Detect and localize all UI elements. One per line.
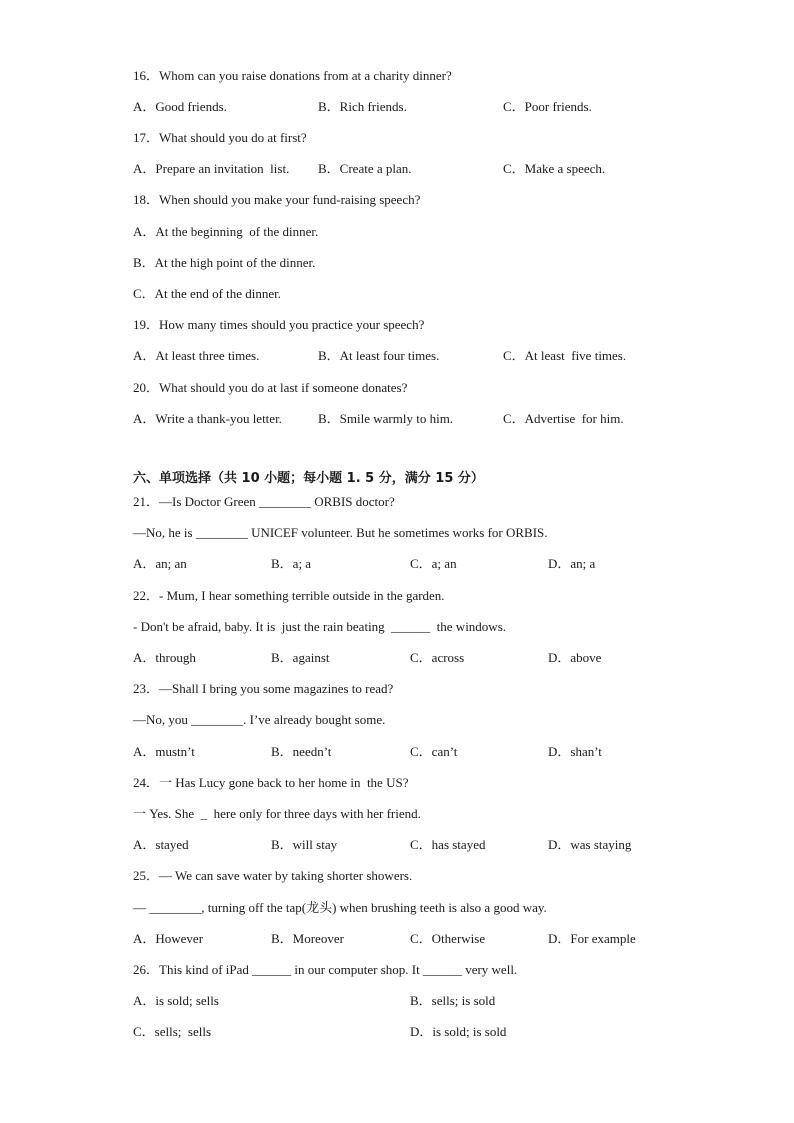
question-26-option-d[interactable]: D．is sold; is sold xyxy=(410,1024,507,1039)
question-20-option-b[interactable]: B．Smile warmly to him. xyxy=(318,411,454,426)
question-18-stem: 18．When should you make your fund-raising speech? xyxy=(133,192,421,207)
question-19-option-c[interactable]: C．At least five times. xyxy=(503,348,627,363)
question-20-option-c[interactable]: C．Advertise for him. xyxy=(503,411,624,426)
question-18-option-c[interactable]: C．At the end of the dinner. xyxy=(133,286,282,301)
question-21-stem-reply: —No, he is ________ UNICEF volunteer. But he sometimes works for ORBIS. xyxy=(133,525,548,540)
question-22-stem-reply: - Don't be afraid, baby. It is just the rain beating ______ the windows. xyxy=(133,619,507,634)
question-17-option-b[interactable]: B．Create a plan. xyxy=(318,161,412,176)
question-22-option-d[interactable]: D．above xyxy=(548,650,602,665)
question-25-option-c[interactable]: C．Otherwise xyxy=(410,931,486,946)
question-24-stem-reply: 一 Yes. She _ here only for three days with her friend. xyxy=(133,806,421,821)
question-17-option-a[interactable]: A．Prepare an invitation list. xyxy=(133,161,290,176)
question-23-stem-reply: —No, you ________. I’ve already bought some. xyxy=(133,712,386,727)
question-21-option-a[interactable]: A．an; an xyxy=(133,556,187,571)
question-21-stem: 21．—Is Doctor Green ________ ORBIS doctor? xyxy=(133,494,395,509)
question-21-option-d[interactable]: D．an; a xyxy=(548,556,596,571)
question-19-option-b[interactable]: B．At least four times. xyxy=(318,348,440,363)
question-25-stem-reply: — ________, turning off the tap(龙头) when brushing teeth is also a good way. xyxy=(133,900,547,915)
section-heading: 六、单项选择（共 10 小题；每小题 1. 5 分，满分 15 分） xyxy=(133,471,484,486)
question-20-option-a[interactable]: A．Write a thank-you letter. xyxy=(133,411,282,426)
question-18-option-a[interactable]: A．At the beginning of the dinner. xyxy=(133,224,319,239)
question-23-stem: 23．—Shall I bring you some magazines to read? xyxy=(133,681,394,696)
question-23-option-a[interactable]: A．mustn’t xyxy=(133,744,195,759)
question-24-stem: 24．一 Has Lucy gone back to her home in the US? xyxy=(133,775,409,790)
question-19-option-a[interactable]: A．At least three times. xyxy=(133,348,260,363)
question-22-option-b[interactable]: B．against xyxy=(271,650,330,665)
question-25-option-d[interactable]: D．For example xyxy=(548,931,636,946)
question-23-option-b[interactable]: B．needn’t xyxy=(271,744,332,759)
question-22-stem: 22．- Mum, I hear something terrible outside in the garden. xyxy=(133,588,445,603)
question-26-option-a[interactable]: A．is sold; sells xyxy=(133,993,219,1008)
question-22-option-a[interactable]: A．through xyxy=(133,650,196,665)
question-17-stem: 17．What should you do at first? xyxy=(133,130,307,145)
question-17-option-c[interactable]: C．Make a speech. xyxy=(503,161,606,176)
question-20-stem: 20．What should you do at last if someone donates? xyxy=(133,380,408,395)
question-16-option-b[interactable]: B．Rich friends. xyxy=(318,99,407,114)
question-19-stem: 19．How many times should you practice your speech? xyxy=(133,317,425,332)
question-23-option-d[interactable]: D．shan’t xyxy=(548,744,602,759)
question-21-option-c[interactable]: C．a; an xyxy=(410,556,457,571)
question-26-stem: 26．This kind of iPad ______ in our computer shop. It ______ very well. xyxy=(133,962,518,977)
question-18-option-b[interactable]: B．At the high point of the dinner. xyxy=(133,255,316,270)
question-22-option-c[interactable]: C．across xyxy=(410,650,465,665)
question-16-stem: 16．Whom can you raise donations from at a charity dinner? xyxy=(133,68,452,83)
question-25-stem: 25．— We can save water by taking shorter showers. xyxy=(133,868,413,883)
question-25-option-a[interactable]: A．However xyxy=(133,931,204,946)
question-24-option-b[interactable]: B．will stay xyxy=(271,837,338,852)
question-21-option-b[interactable]: B．a; a xyxy=(271,556,312,571)
question-24-option-a[interactable]: A．stayed xyxy=(133,837,189,852)
question-16-option-a[interactable]: A．Good friends. xyxy=(133,99,227,114)
question-24-option-c[interactable]: C．has stayed xyxy=(410,837,486,852)
question-24-option-d[interactable]: D．was staying xyxy=(548,837,632,852)
question-26-option-b[interactable]: B．sells; is sold xyxy=(410,993,496,1008)
question-25-option-b[interactable]: B．Moreover xyxy=(271,931,344,946)
question-16-option-c[interactable]: C．Poor friends. xyxy=(503,99,592,114)
question-26-option-c[interactable]: C．sells; sells xyxy=(133,1024,212,1039)
question-23-option-c[interactable]: C．can’t xyxy=(410,744,458,759)
